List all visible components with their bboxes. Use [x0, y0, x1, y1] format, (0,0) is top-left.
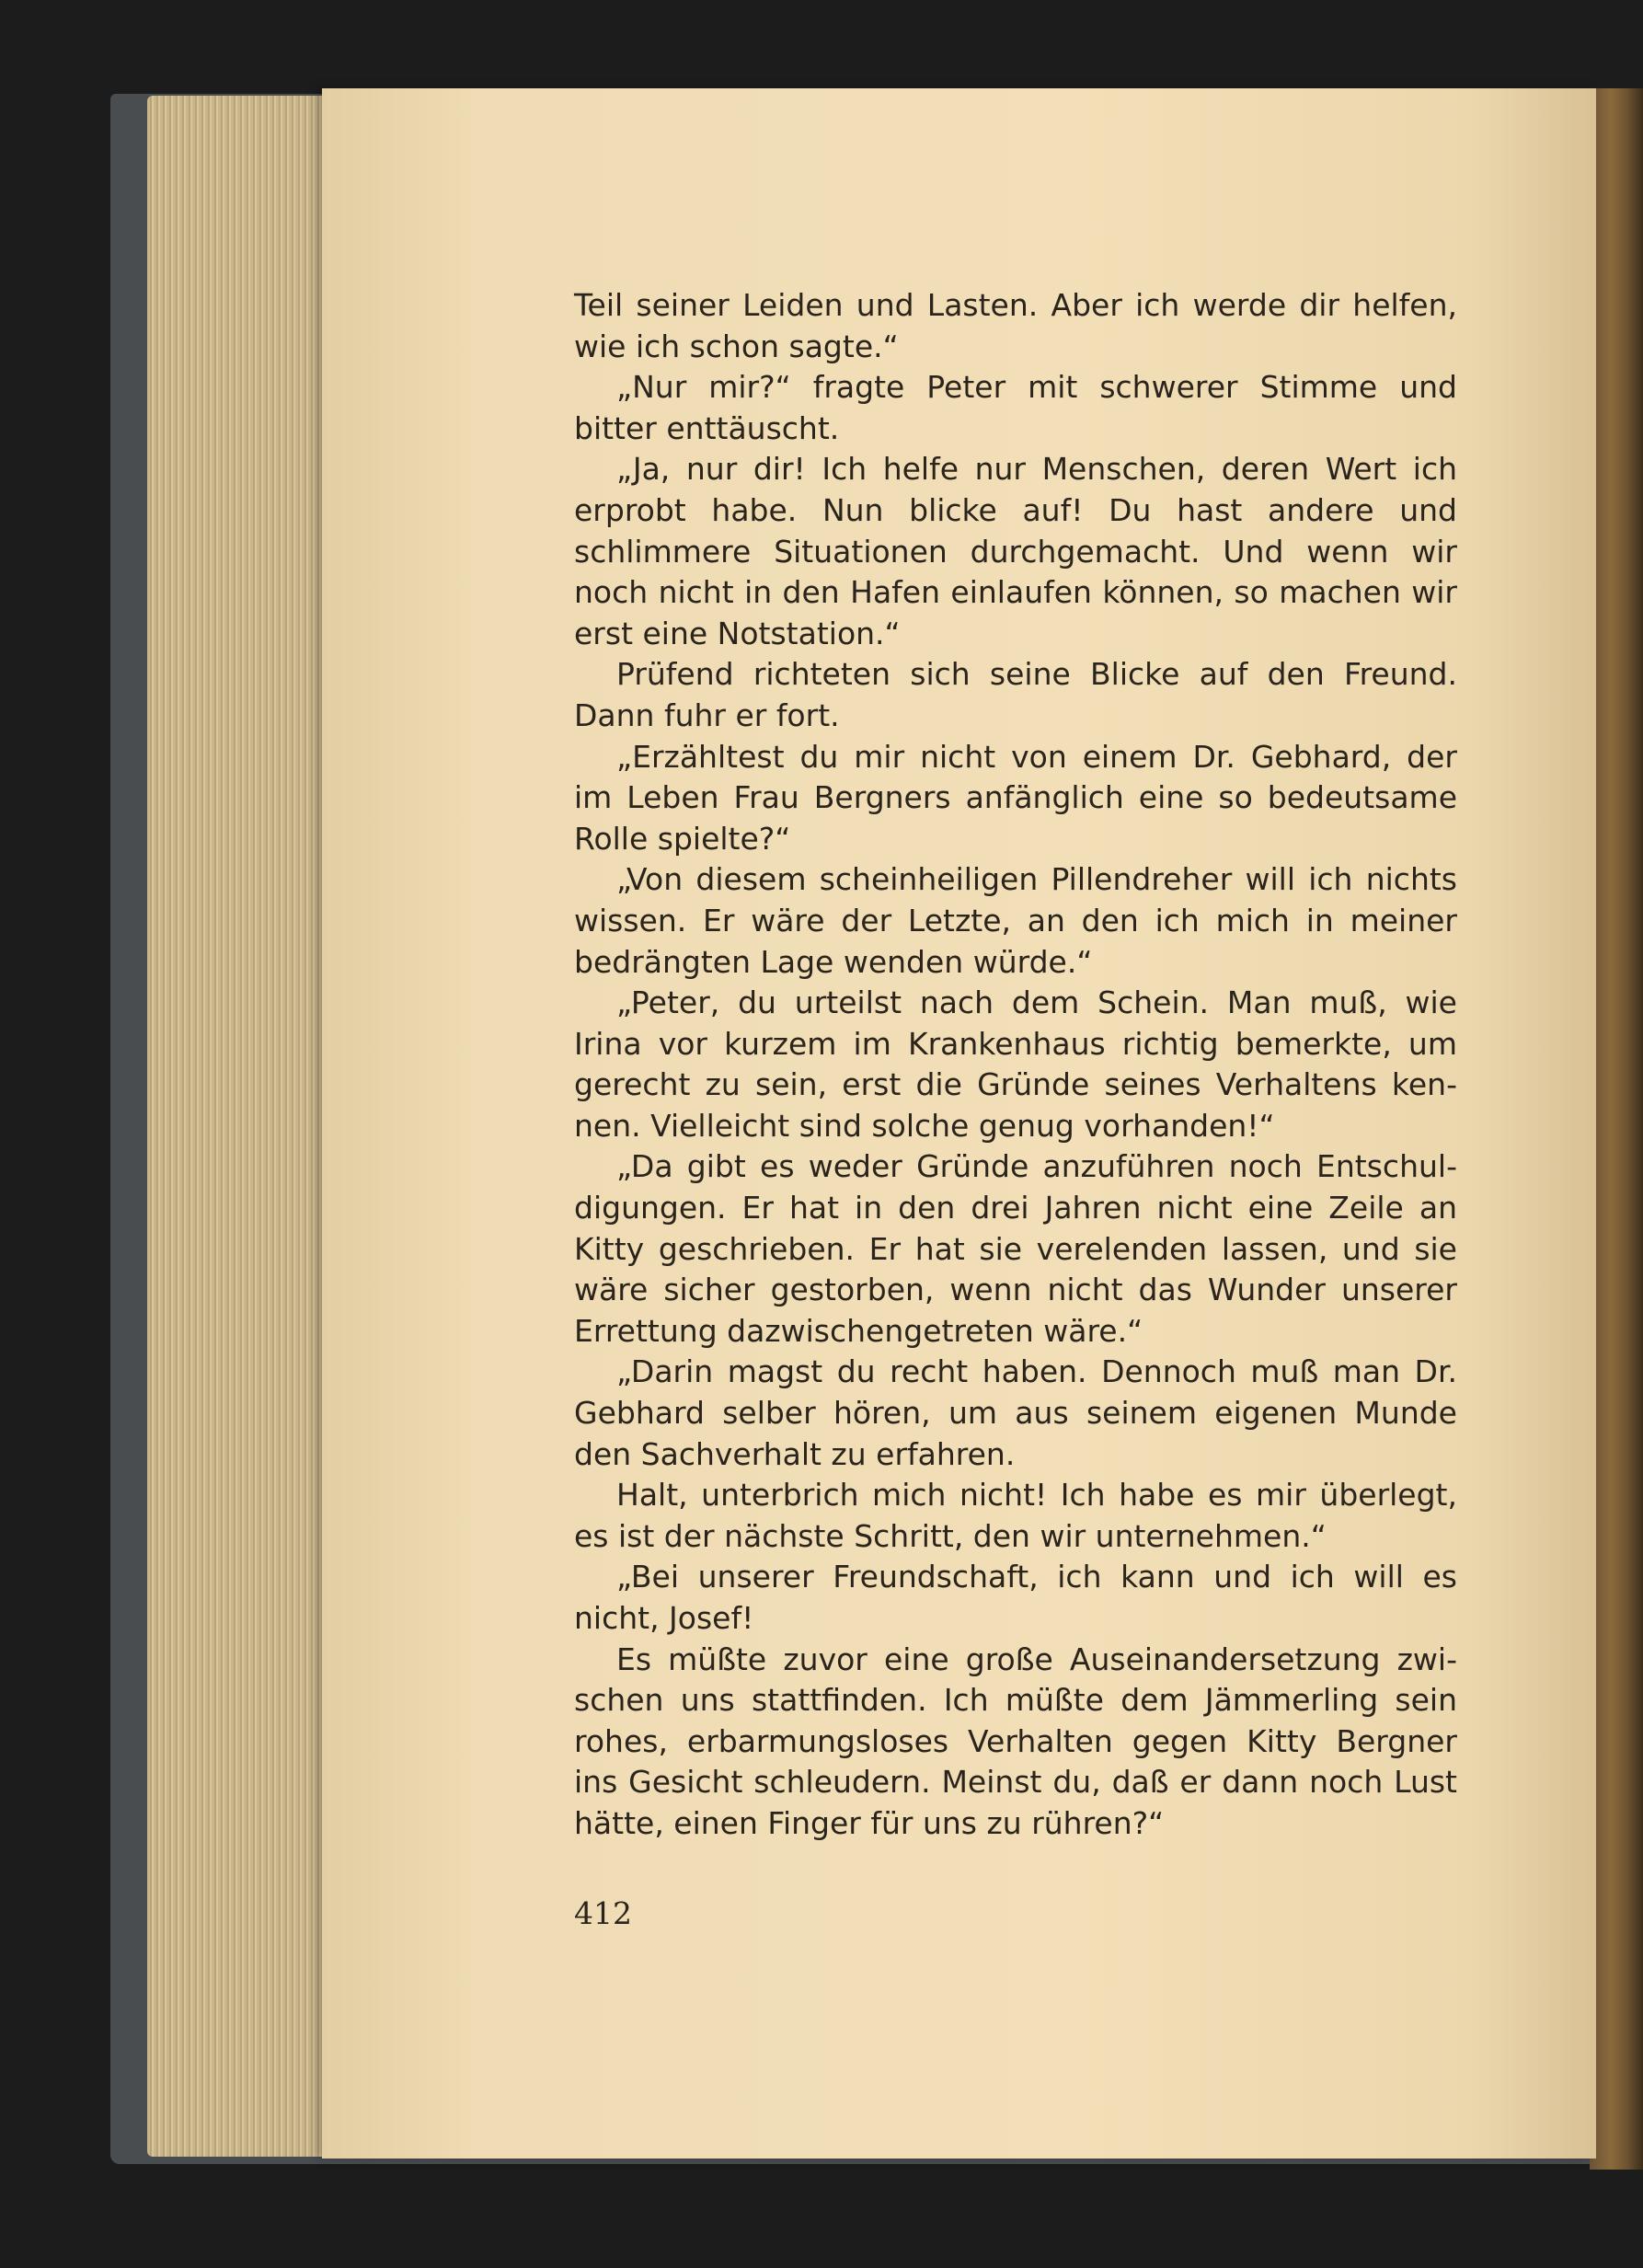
facing-page-edge — [1590, 88, 1643, 2170]
paragraph: Halt, unterbrich mich nicht! Ich habe es mir überlegt, es ist der nächste Schritt, den wir unternehmen.“ — [574, 1477, 1457, 1554]
paragraph: „Peter, du urteilst nach dem Schein. Man muß, wie Irina vor kurzem im Krankenhaus richtig bemerkte, um gerecht zu sein, erst die Gründe seines Verhaltens kennen. Vielleicht sind solche genug vorhanden!“ — [574, 984, 1457, 1144]
paragraph: „Bei unserer Freundschaft, ich kann und ich will es nicht, Josef! — [574, 1559, 1457, 1636]
paragraph: „Darin magst du recht haben. Dennoch muß man Dr. Gebhard selber hören, um aus seinem eigenen Munde den Sachverhalt zu erfahren. — [574, 1353, 1457, 1472]
paragraph: Teil seiner Leiden und Lasten. Aber ich werde dir helfen, wie ich schon sagte.“ — [574, 287, 1457, 364]
paragraph: „Ja, nur dir! Ich helfe nur Menschen, deren Wert ich erprobt habe. Nun blicke auf! Du hast andere und schlimmere Situationen durchgemacht. Und wenn wir noch nicht in den Hafen einlaufen können, so machen wir erst eine Notstation.“ — [574, 451, 1457, 651]
paragraph: „Da gibt es weder Gründe anzuführen noch Entschuldigungen. Er hat in den drei Jahren nicht eine Zeile an Kitty geschrieben. Er hat sie verelenden lassen, und sie wäre sicher gestorben, wenn nicht das Wunder unserer Errettung dazwischengetreten wäre.“ — [574, 1148, 1457, 1349]
paragraph: „Nur mir?“ fragte Peter mit schwerer Stimme und bitter enttäuscht. — [574, 369, 1457, 446]
paragraph: Prüfend richteten sich seine Blicke auf den Freund. Dann fuhr er fort. — [574, 656, 1457, 733]
page-number: 412 — [574, 1895, 632, 1931]
paragraph: „Von diesem scheinheiligen Pillendreher will ich nichts wissen. Er wäre der Letzte, an den ich mich in meiner bedrängten Lage wenden würde.“ — [574, 861, 1457, 980]
paragraph: Es müßte zuvor eine große Auseinandersetzung zwischen uns stattfinden. Ich müßte dem Jämmerling sein rohes, erbarmungsloses Verhalten gegen Kitty Bergner ins Gesicht schleudern. Meinst du, daß er dann noch Lust hätte, einen Finger für uns zu rühren?“ — [574, 1641, 1457, 1841]
paragraph: „Erzähltest du mir nicht von einem Dr. Gebhard, der im Leben Frau Bergners anfänglich eine so bedeutsame Rolle spielte?“ — [574, 738, 1457, 857]
page-body-text — [574, 285, 1457, 1845]
page-stack-edge — [147, 96, 331, 2157]
